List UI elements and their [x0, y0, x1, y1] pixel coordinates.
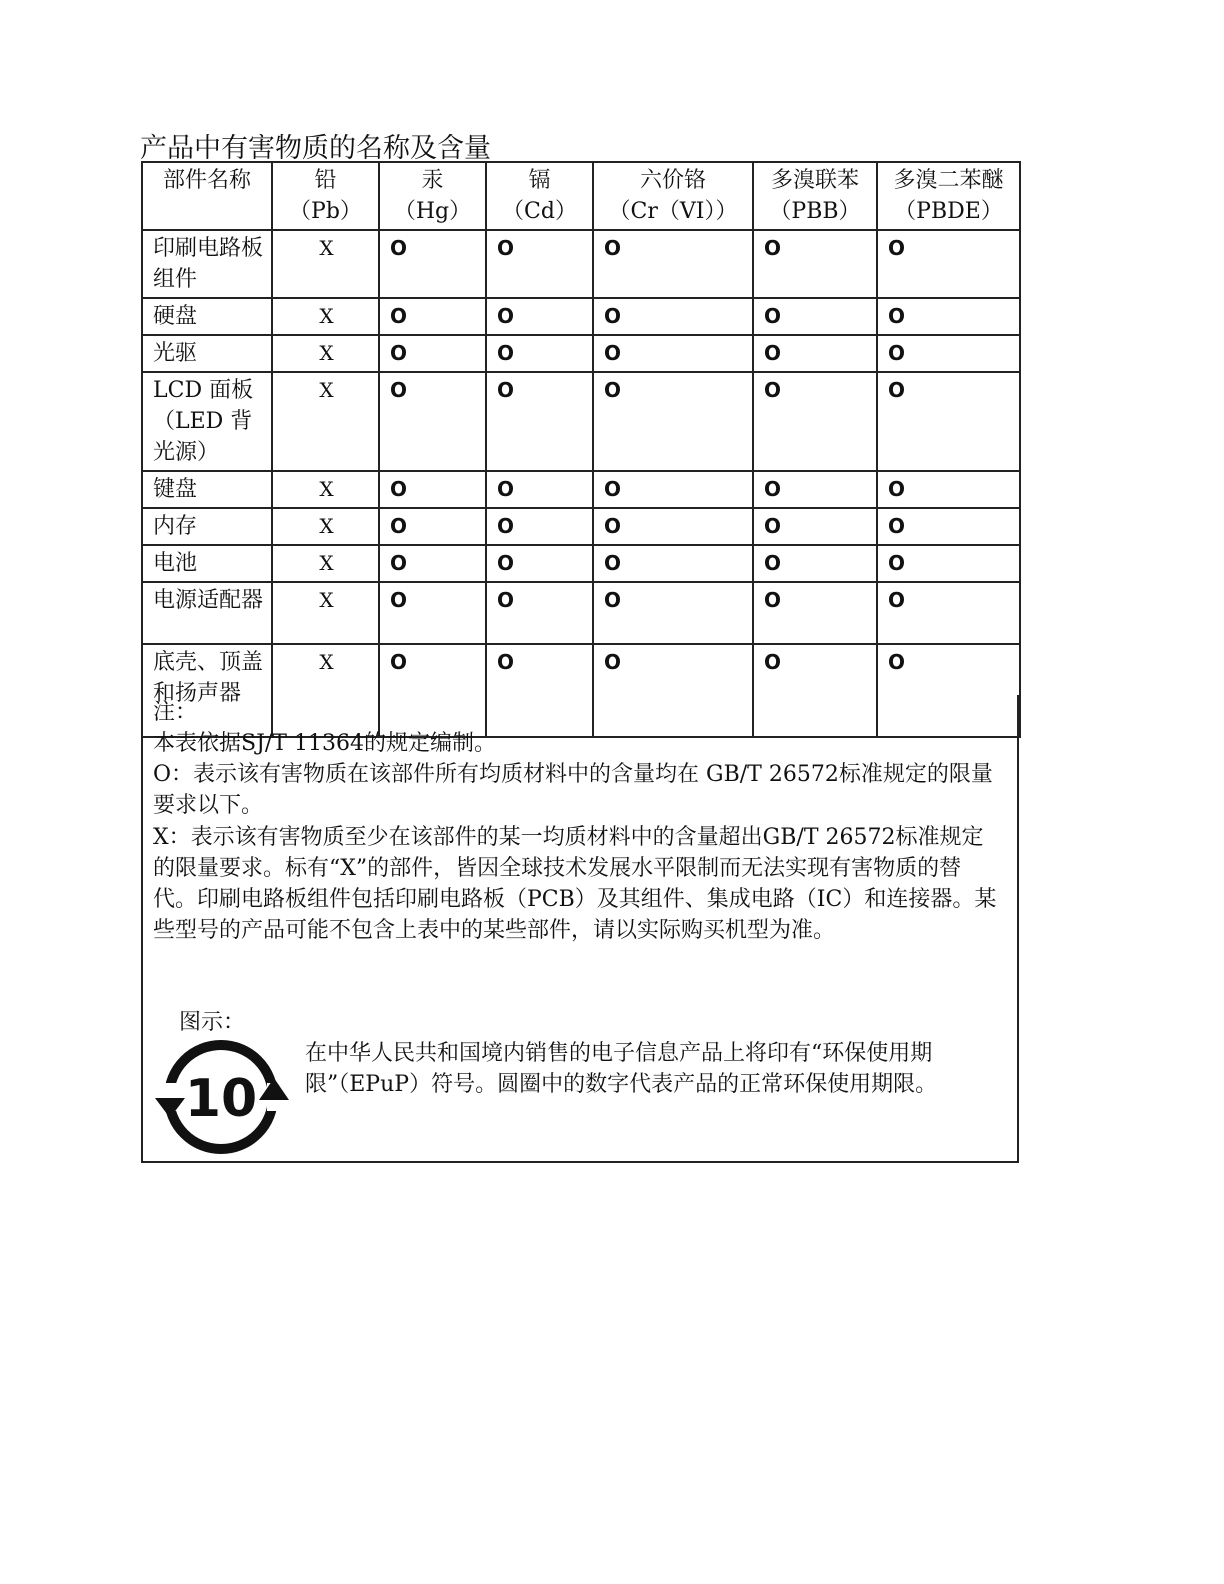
table-row: [142, 582, 1020, 644]
part-name-cell: 印刷电路板组件: [142, 230, 272, 298]
figure-label: 图示：: [179, 1010, 246, 1035]
table-row: [142, 372, 1020, 471]
table-row: [142, 230, 1020, 298]
substance-mark-cell: O: [379, 644, 486, 737]
substance-mark-cell: O: [379, 545, 486, 582]
epup-10-icon: [155, 1038, 289, 1165]
part-name-cell: 内存: [142, 508, 272, 545]
substance-mark-cell: O: [486, 644, 593, 737]
substance-mark-cell: X: [272, 545, 379, 582]
substance-mark-cell: O: [877, 545, 1020, 582]
header-mercury: 汞 （Hg）: [379, 162, 486, 230]
substance-mark-cell: O: [593, 372, 753, 471]
substance-mark-cell: O: [877, 372, 1020, 471]
table-header-row: [142, 162, 1020, 230]
part-name-cell: 底壳、顶盖和扬声器: [142, 644, 272, 737]
table-row: [142, 508, 1020, 545]
substance-mark-cell: O: [753, 298, 877, 335]
header-chromium: 六价铬 （Cr（VI））: [593, 162, 753, 230]
substance-mark-cell: O: [753, 508, 877, 545]
substance-mark-cell: O: [753, 230, 877, 298]
substance-mark-cell: O: [379, 508, 486, 545]
substance-mark-cell: O: [877, 471, 1020, 508]
substance-mark-cell: O: [486, 471, 593, 508]
notes-label: 注：: [153, 700, 198, 725]
header-part-name: 部件名称: [142, 162, 272, 230]
table-row: [142, 298, 1020, 335]
part-name-cell: 光驱: [142, 335, 272, 372]
substance-mark-cell: O: [593, 471, 753, 508]
substance-mark-cell: O: [753, 644, 877, 737]
substance-mark-cell: X: [272, 508, 379, 545]
part-name-cell: 硬盘: [142, 298, 272, 335]
substance-mark-cell: X: [272, 582, 379, 644]
table-row: [142, 335, 1020, 372]
substance-mark-cell: X: [272, 372, 379, 471]
part-name-cell: 电源适配器: [142, 582, 272, 644]
substance-mark-cell: O: [877, 230, 1020, 298]
substance-mark-cell: O: [753, 545, 877, 582]
part-name-cell: 键盘: [142, 471, 272, 508]
notes-o-definition: O：表示该有害物质在该部件所有均质材料中的含量均在 GB/T 26572标准规定的限量要求以下。: [153, 762, 993, 818]
substance-mark-cell: O: [593, 298, 753, 335]
notes-x-definition: X：表示该有害物质至少在该部件的某一均质材料中的含量超出GB/T 26572标准规定的限量要求。标有“X”的部件，皆因全球技术发展水平限制而无法实现有害物质的替代。印刷电路板组件包括印刷电路板（PCB）及其组件、集成电路（IC）和连接器。某些型号的产品可能不包含上表中的某些部件，请以实际购买机型为准。: [153, 825, 997, 943]
substance-mark-cell: O: [379, 230, 486, 298]
part-name-cell: LCD 面板（LED 背光源）: [142, 372, 272, 471]
header-cadmium: 镉 （Cd）: [486, 162, 593, 230]
substance-mark-cell: O: [379, 582, 486, 644]
substance-mark-cell: O: [486, 545, 593, 582]
substance-mark-cell: O: [486, 372, 593, 471]
substance-mark-cell: O: [379, 298, 486, 335]
header-pbb: 多溴联苯 （PBB）: [753, 162, 877, 230]
substance-mark-cell: O: [486, 298, 593, 335]
substance-mark-cell: O: [593, 582, 753, 644]
substance-mark-cell: O: [753, 582, 877, 644]
substance-mark-cell: O: [753, 471, 877, 508]
notes-section: [141, 695, 1019, 1163]
substance-mark-cell: O: [486, 230, 593, 298]
epup-number: 10: [184, 1069, 258, 1129]
substance-mark-cell: O: [593, 644, 753, 737]
substance-mark-cell: O: [877, 335, 1020, 372]
substance-mark-cell: X: [272, 335, 379, 372]
substance-mark-cell: O: [753, 335, 877, 372]
substance-mark-cell: O: [593, 230, 753, 298]
substance-mark-cell: O: [486, 582, 593, 644]
header-pbde: 多溴二苯醚 （PBDE）: [877, 162, 1020, 230]
substance-mark-cell: X: [272, 471, 379, 508]
table-row: [142, 471, 1020, 508]
substance-mark-cell: O: [877, 298, 1020, 335]
part-name-cell: 电池: [142, 545, 272, 582]
substance-mark-cell: O: [593, 545, 753, 582]
notes-block-1: [153, 697, 496, 759]
substance-mark-cell: X: [272, 298, 379, 335]
substance-mark-cell: X: [272, 644, 379, 737]
table-row: [142, 545, 1020, 582]
notes-basis: 本表依据SJ/T 11364的规定编制。: [153, 731, 496, 756]
substance-mark-cell: X: [272, 230, 379, 298]
substance-mark-cell: O: [379, 372, 486, 471]
header-lead: 铅 （Pb）: [272, 162, 379, 230]
hazardous-substances-table: [141, 161, 1021, 738]
substance-mark-cell: O: [877, 508, 1020, 545]
substance-mark-cell: O: [593, 335, 753, 372]
substance-mark-cell: O: [877, 582, 1020, 644]
substance-mark-cell: O: [753, 372, 877, 471]
substance-mark-cell: O: [486, 335, 593, 372]
figure-description: 在中华人民共和国境内销售的电子信息产品上将印有“环保使用期限”（EPuP）符号。圆圈中的数字代表产品的正常环保使用期限。: [305, 1041, 938, 1097]
substance-mark-cell: O: [379, 335, 486, 372]
substance-mark-cell: O: [593, 508, 753, 545]
page-title: 产品中有害物质的名称及含量: [140, 133, 491, 164]
substance-mark-cell: O: [379, 471, 486, 508]
substance-mark-cell: O: [486, 508, 593, 545]
substance-mark-cell: O: [877, 644, 1020, 737]
